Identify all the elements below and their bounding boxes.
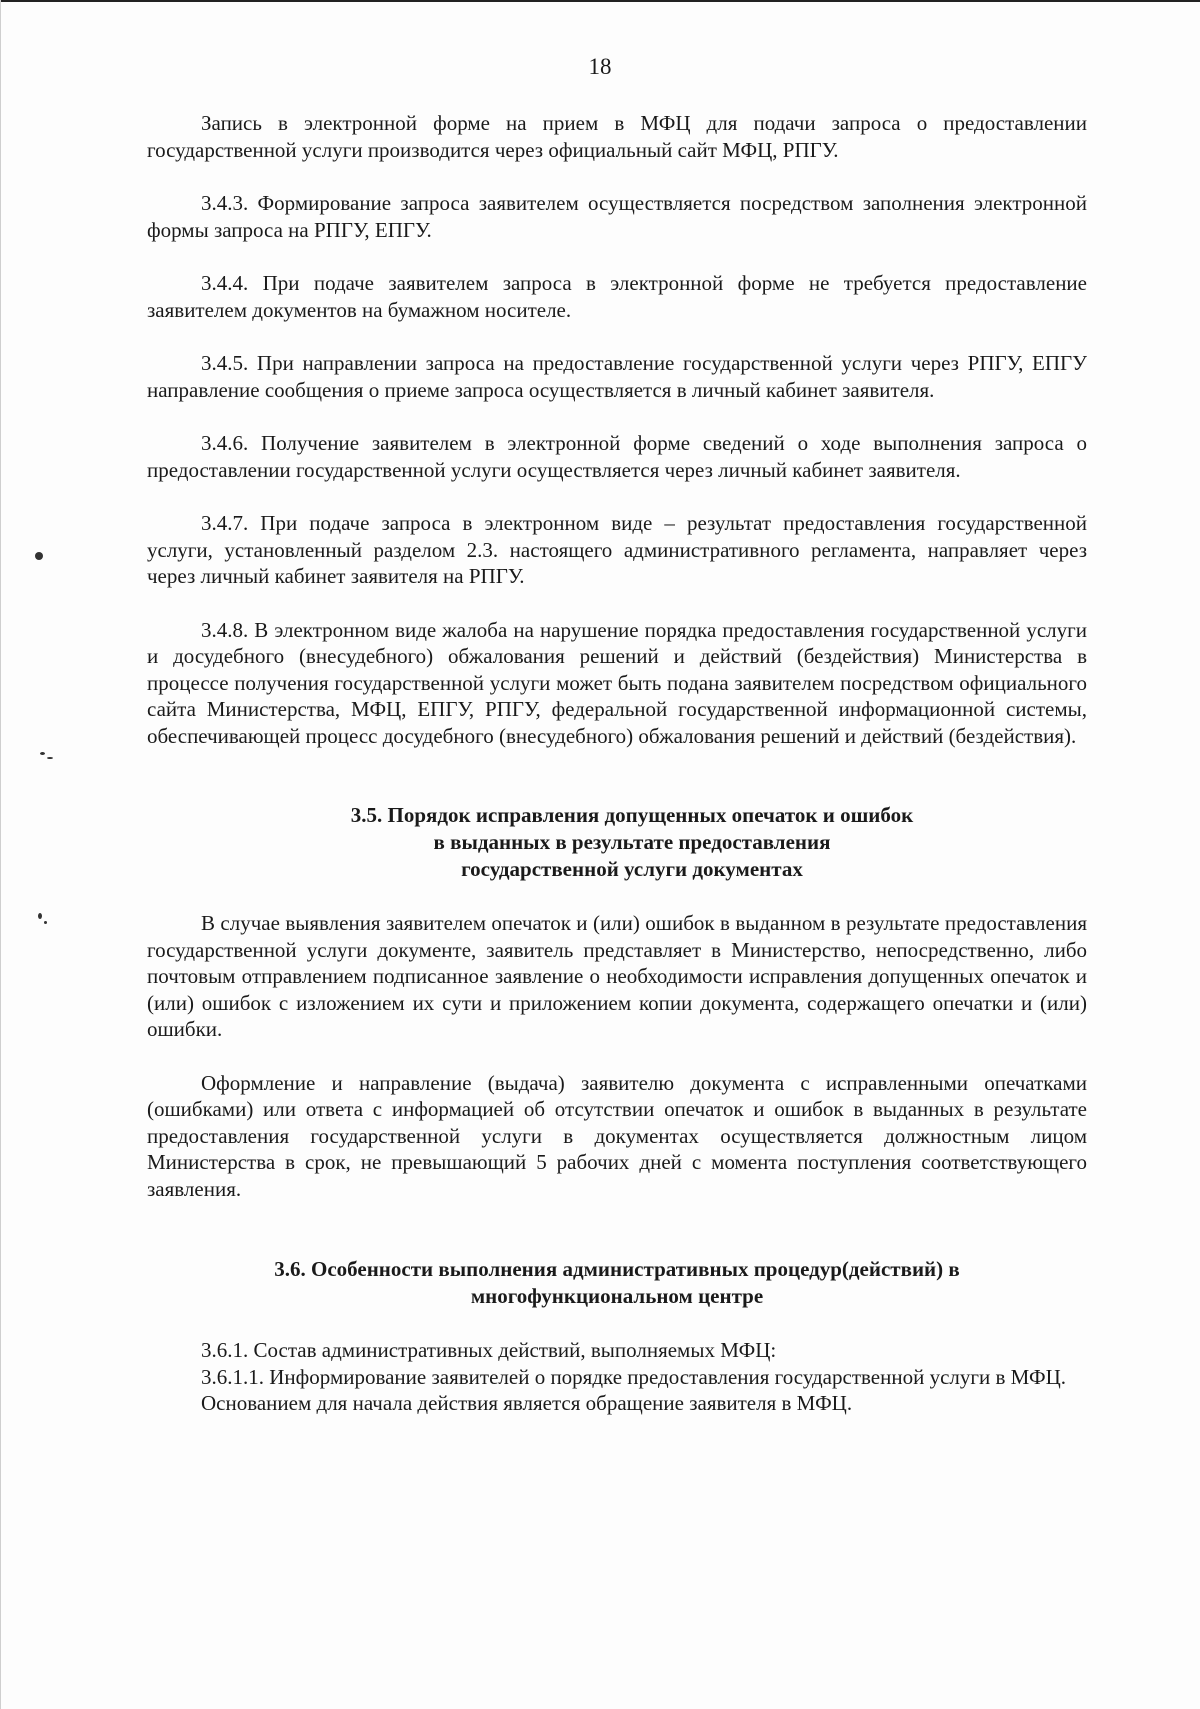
heading-line: многофункциональном центре bbox=[470, 1284, 764, 1308]
heading-line: 3.5. Порядок исправления допущенных опечаток и ошибок bbox=[350, 803, 914, 827]
paragraph-3-4-5: 3.4.5. При направлении запроса на предоставление государственной услуги через РПГУ, ЕПГУ направление сообщения о приеме запроса осуществляется в личный кабинет заявителя. bbox=[147, 351, 1087, 402]
paragraph-3-4-7: 3.4.7. При подаче запроса в электронном виде – результат предоставления государственной услуги, установленный разделом 2.3. настоящего административного регламента, направляет через через личный кабинет заявителя на РПГУ. bbox=[147, 511, 1087, 588]
paragraph-intro: Запись в электронной форме на прием в МФЦ для подачи запроса о предоставлении государственной услуги производится через официальный сайт МФЦ, РПГУ. bbox=[147, 111, 1087, 162]
section-heading-3-5 bbox=[147, 802, 1087, 883]
document-body bbox=[147, 110, 1087, 1417]
scan-speck bbox=[47, 757, 53, 759]
paragraph-3-5-b: Оформление и направление (выдача) заявителю документа с исправленными опечатками (ошибками) или ответа с информацией об отсутствии опечаток и ошибок в выданных в результате предоставления государственной услуги в документах осуществляется должностным лицом Министерства в срок, не превышающий 5 рабочих дней с момента поступления соответствующего заявления. bbox=[147, 1070, 1087, 1201]
scan-speck bbox=[44, 921, 47, 924]
paragraph-3-4-8: 3.4.8. В электронном виде жалоба на нарушение порядка предоставления государственной услуги и досудебного (внесудебного) обжалования решений и действий (бездействия) Министерства в процессе получения государственной услуги может быть подана заявителем посредством официального сайта Министерства, МФЦ, ЕПГУ, РПГУ, федеральной государственной информационной системы, обеспечивающей процесс досудебного (внесудебного) обжалования решений и действий (бездействия). bbox=[147, 617, 1087, 748]
scan-top-edge bbox=[0, 0, 1200, 2]
heading-line: 3.6. Особенности выполнения административных процедур(действий) в bbox=[274, 1257, 960, 1281]
paragraph-3-4-6: 3.4.6. Получение заявителем в электронной форме сведений о ходе выполнения запроса о предоставлении государственной услуги осуществляется через личный кабинет заявителя. bbox=[147, 431, 1087, 482]
paragraph-3-6-1: 3.6.1. Состав административных действий, выполняемых МФЦ: bbox=[201, 1338, 777, 1362]
paragraph-3-4-4: 3.4.4. При подаче заявителем запроса в электронной форме не требуется предоставление заявителем документов на бумажном носителе. bbox=[147, 271, 1087, 322]
scan-speck bbox=[40, 752, 45, 755]
scan-speck bbox=[38, 913, 42, 919]
page-number: 18 bbox=[588, 54, 612, 79]
section-heading-3-6 bbox=[147, 1256, 1087, 1310]
scan-left-edge bbox=[0, 0, 1, 1709]
scan-speck bbox=[35, 552, 43, 560]
paragraph-3-4-3: 3.4.3. Формирование запроса заявителем осуществляется посредством заполнения электронной формы запроса на РПГУ, ЕПГУ. bbox=[147, 191, 1087, 242]
paragraph-3-6-1-1: 3.6.1.1. Информирование заявителей о порядке предоставления государственной услуги в МФЦ. bbox=[201, 1364, 1067, 1389]
paragraph-3-5-a: В случае выявления заявителем опечаток и (или) ошибок в выданном в результате предоставления государственной услуги документе, заявитель представляет в Министерство, непосредственно, либо почтовым отправлением подписанное заявление о необходимости исправления допущенных опечаток и (или) ошибок с изложением их сути и приложением копии документа, содержащего опечатки и (или) ошибки. bbox=[147, 911, 1087, 1041]
paragraph-basis: Основанием для начала действия является обращение заявителя в МФЦ. bbox=[201, 1391, 853, 1415]
heading-line: в выданных в результате предоставления bbox=[433, 830, 831, 854]
heading-line: государственной услуги документах bbox=[461, 857, 803, 881]
